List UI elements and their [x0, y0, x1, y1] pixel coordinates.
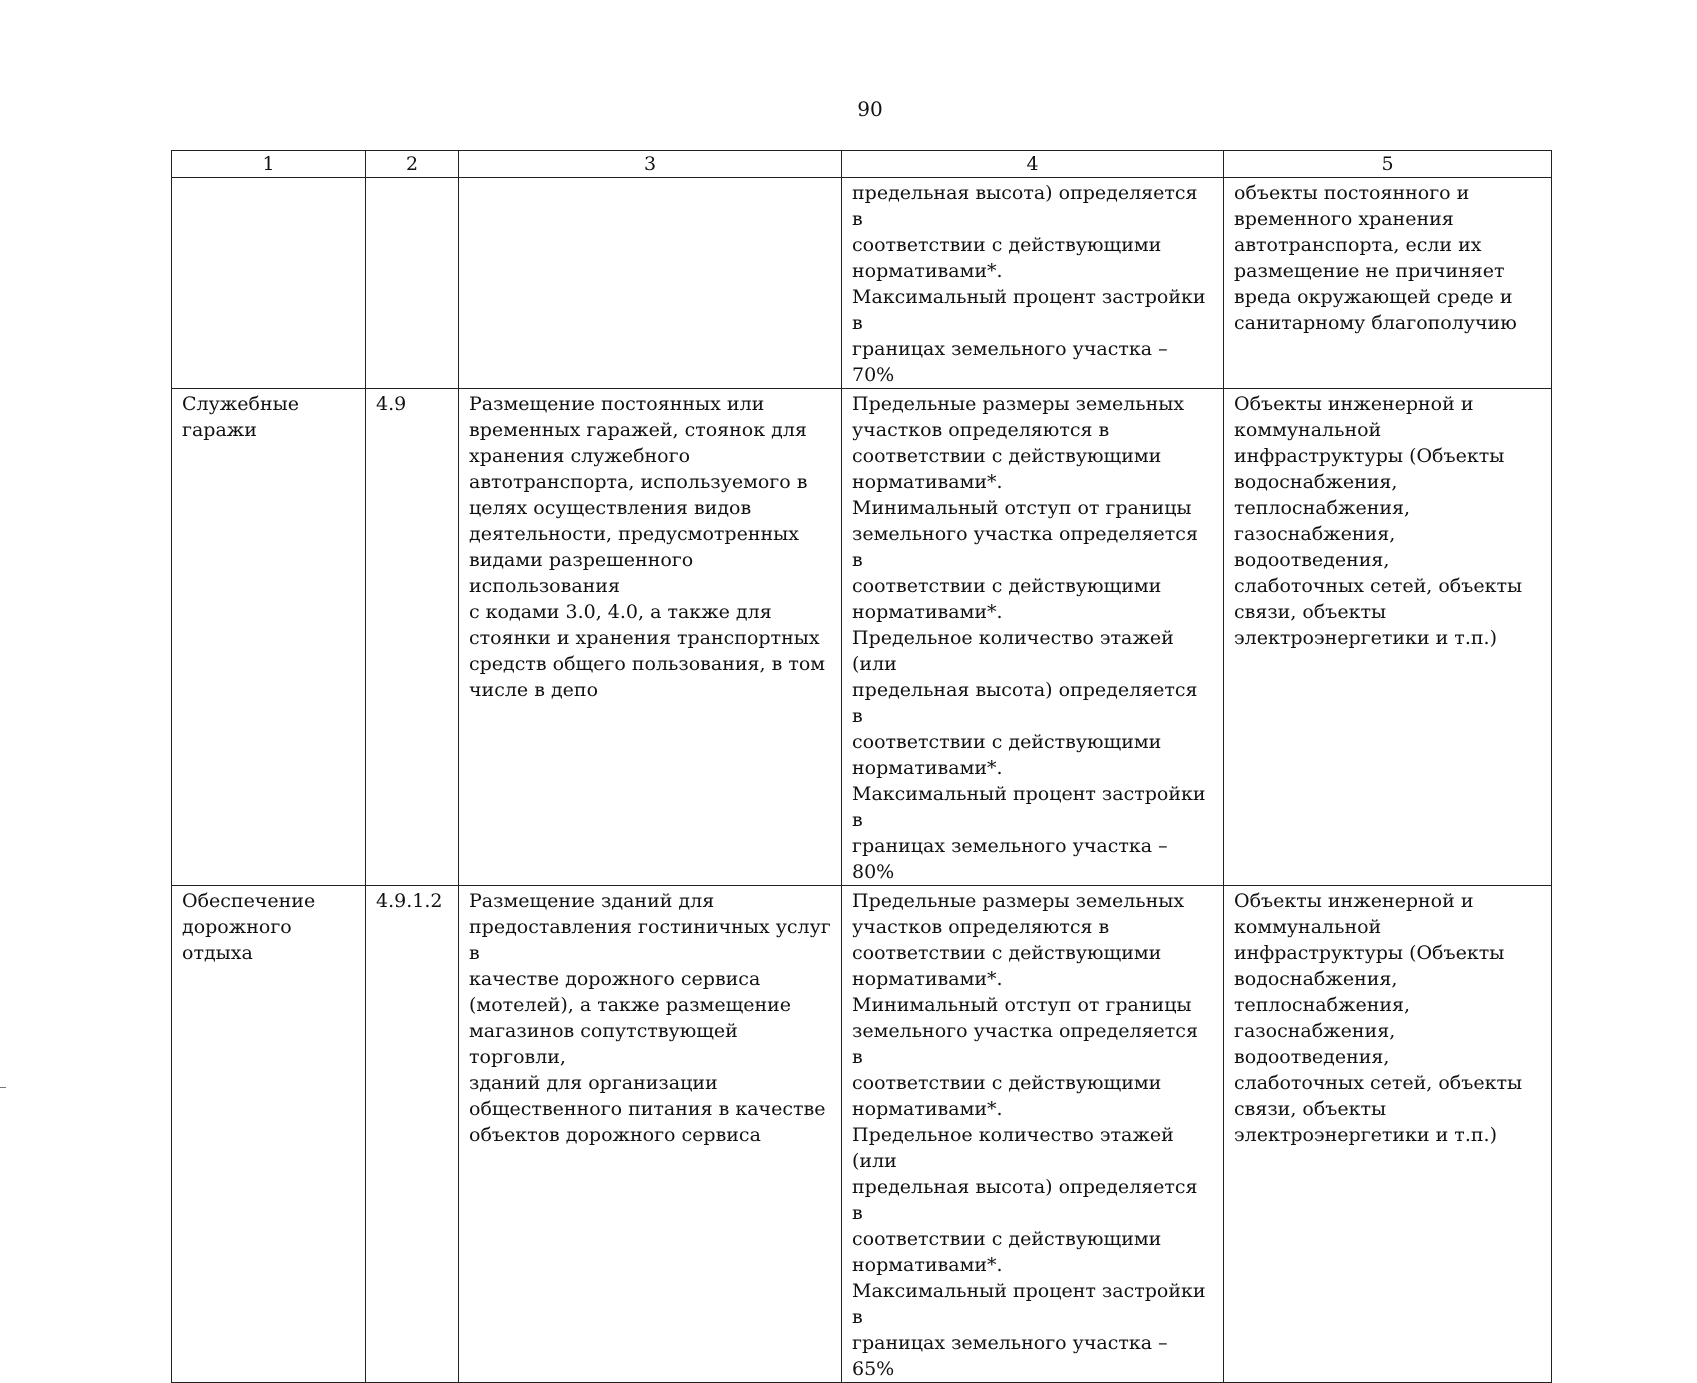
cell-use-description: Размещение постоянных или временных гаражей, стоянок для хранения служебного автотранспорта, используемого в целях осуществления видов деятельности, предусмотренных видами разрешенного использования с кодами 3.0, 4.0, а также для стоянки и хранения транспортных средств общего пользования, в том числе в депо — [459, 389, 842, 886]
cell-use-name: Обеспечение дорожного отдыха — [172, 886, 366, 1383]
cell-auxiliary-uses: Объекты инженерной и коммунальной инфраструктуры (Объекты водоснабжения, теплоснабжения, газоснабжения, водоотведения, слаботочных сетей, объекты связи, объекты электроэнергетики и т.п.) — [1224, 886, 1552, 1383]
column-number-4: 4 — [842, 151, 1224, 178]
column-number-5: 5 — [1224, 151, 1552, 178]
cell-auxiliary-uses: объекты постоянного и временного хранения автотранспорта, если их размещение не причиняет вреда окружающей среде и санитарному благополучию — [1224, 178, 1552, 389]
cell-use-description — [459, 178, 842, 389]
cell-parameters: предельная высота) определяется в соответствии с действующими нормативами*. Максимальный процент застройки в границах земельного участка – 70% — [842, 178, 1224, 389]
table-row — [172, 389, 1552, 886]
margin-mark — [0, 1087, 6, 1088]
column-number-2: 2 — [366, 151, 459, 178]
cell-use-code — [366, 178, 459, 389]
table-row — [172, 886, 1552, 1383]
land-use-table — [171, 150, 1552, 1383]
cell-use-code: 4.9.1.2 — [366, 886, 459, 1383]
table-header-row — [172, 151, 1552, 178]
cell-parameters: Предельные размеры земельных участков определяются в соответствии с действующими нормативами*. Минимальный отступ от границы земельного участка определяется в соответствии с действующими нормативами*. Предельное количество этажей (или предельная высота) определяется в соответствии с действующими нормативами*. Максимальный процент застройки в границах земельного участка – 65% — [842, 886, 1224, 1383]
cell-use-name — [172, 178, 366, 389]
cell-use-description: Размещение зданий для предоставления гостиничных услуг в качестве дорожного сервиса (мотелей), а также размещение магазинов сопутствующей торговли, зданий для организации общественного питания в качестве объектов дорожного сервиса — [459, 886, 842, 1383]
cell-auxiliary-uses: Объекты инженерной и коммунальной инфраструктуры (Объекты водоснабжения, теплоснабжения, газоснабжения, водоотведения, слаботочных сетей, объекты связи, объекты электроэнергетики и т.п.) — [1224, 389, 1552, 886]
column-number-3: 3 — [459, 151, 842, 178]
cell-use-code: 4.9 — [366, 389, 459, 886]
table-row-continuation — [172, 178, 1552, 389]
column-number-1: 1 — [172, 151, 366, 178]
cell-use-name: Служебные гаражи — [172, 389, 366, 886]
cell-parameters: Предельные размеры земельных участков определяются в соответствии с действующими нормативами*. Минимальный отступ от границы земельного участка определяется в соответствии с действующими нормативами*. Предельное количество этажей (или предельная высота) определяется в соответствии с действующими нормативами*. Максимальный процент застройки в границах земельного участка – 80% — [842, 389, 1224, 886]
page-number: 90 — [857, 97, 883, 121]
